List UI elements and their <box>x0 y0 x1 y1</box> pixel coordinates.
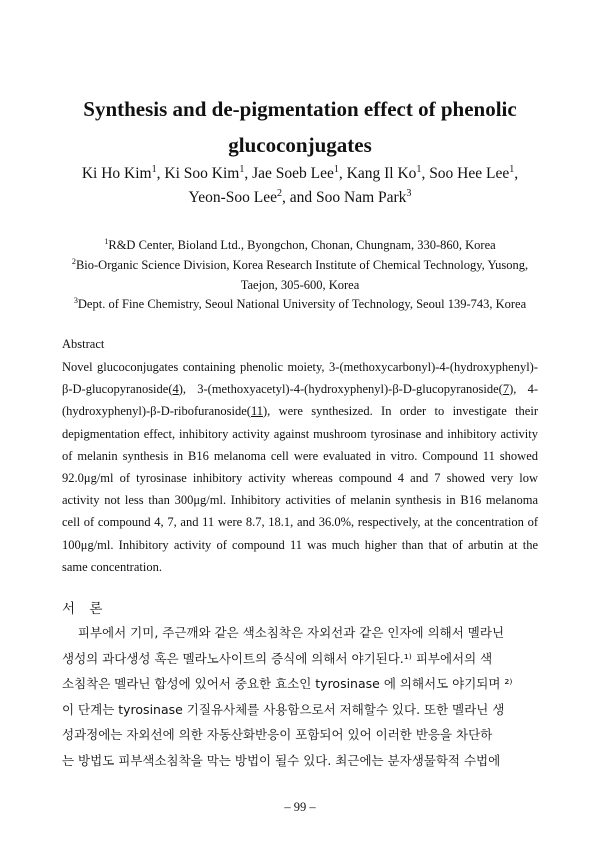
text-line: 는 방법도 피부색소침착을 막는 방법이 될수 있다. 최근에는 분자생물학적 수법에 <box>62 752 501 768</box>
affiliation-2: $^2$Bio-Organic Science Division, Korea Research Institute of Chemical Technology, Yusong, Taejon, 305-600, Korea <box>71 256 529 292</box>
introduction-body <box>62 620 540 773</box>
paper-title-line-2: glucoconjugates <box>228 133 372 157</box>
text-line: 소침착은 멜라닌 합성에 있어서 중요한 효소인 tyrosinase 에 의해서도 야기되며 ²⁾ <box>62 676 513 691</box>
author: Soo Hee Lee <box>429 165 510 182</box>
author: Soo Nam Park <box>316 189 407 206</box>
text-line: 피부에서 기미, 주근깨와 같은 색소침착은 자외선과 같은 인자에 의해서 멜라닌 <box>62 625 505 640</box>
author: Kang Il Ko <box>346 165 417 182</box>
abstract-heading: Abstract <box>62 337 105 351</box>
author: Jae Soeb Lee <box>252 165 334 182</box>
page-number: – 99 – <box>284 800 316 814</box>
author: Ki Soo Kim <box>164 165 240 182</box>
paper-title-line-1: Synthesis and de-pigmentation effect of phenolic <box>83 97 517 121</box>
abstract-body: Novel glucoconjugates containing phenolic moiety, 3-(methoxycarbonyl)-4-(hydroxyphenyl)-β-D-glucopyranoside(4), 3-(methoxyacetyl)-4-(hydroxyphenyl)-β-D-glucopyranoside(7), 4-(hydroxyphenyl)-β-D-ribofuranoside(11), were synthesized. In order to investigate their depigmentation effect, inhibitory activity against mushroom tyrosinase and inhibitory activity of melanin synthesis in B16 melanoma cell were evaluated in vitro. Compound 11 showed 92.0μg/ml of tyrosinase inhibitory activity whereas compound 4 and 7 showed very low activity not less than 300μg/ml. Inhibitory activities of melanin synthesis in B16 melanoma cell of compound 4, 7, and 11 were 8.7, 18.1, and 36.0%, respectively, at the concentration of 100μg/ml. Inhibitory activity of compound 11 was much higher than that of arbutin at the same concentration. <box>62 360 538 574</box>
text-line: 이 단계는 tyrosinase 기질유사체를 사용함으로서 저해할수 있다. 또한 멜라닌 생 <box>62 701 505 717</box>
author-list: Ki Ho Kim$^1$, Ki Soo Kim$^1$, Jae Soeb Lee$^1$, Kang Il Ko$^1$, Soo Hee Lee$^1$, Yeon-Soo Lee$^2$, and Soo Nam Park$^3$ <box>81 163 519 206</box>
affiliation-3: $^3$Dept. of Fine Chemistry, Seoul National University of Technology, Seoul 139-743, Korea <box>73 295 527 311</box>
text-line: 성과정에는 자외선에 의한 자동산화반응이 포함되어 있어 이러한 반응을 차단하 <box>62 727 493 742</box>
section-heading-introduction: 서 론 <box>62 601 108 617</box>
author: Ki Ho Kim <box>81 165 152 182</box>
text-line: 생성의 과다생성 혹은 멜라노사이트의 증식에 의해서 야기된다.¹⁾ 피부에서의 색 <box>62 650 493 666</box>
author: Yeon-Soo Lee <box>188 189 277 206</box>
affiliation-1: $^1$R&D Center, Bioland Ltd., Byongchon, Chonan, Chungnam, 330-860, Korea <box>104 236 496 252</box>
